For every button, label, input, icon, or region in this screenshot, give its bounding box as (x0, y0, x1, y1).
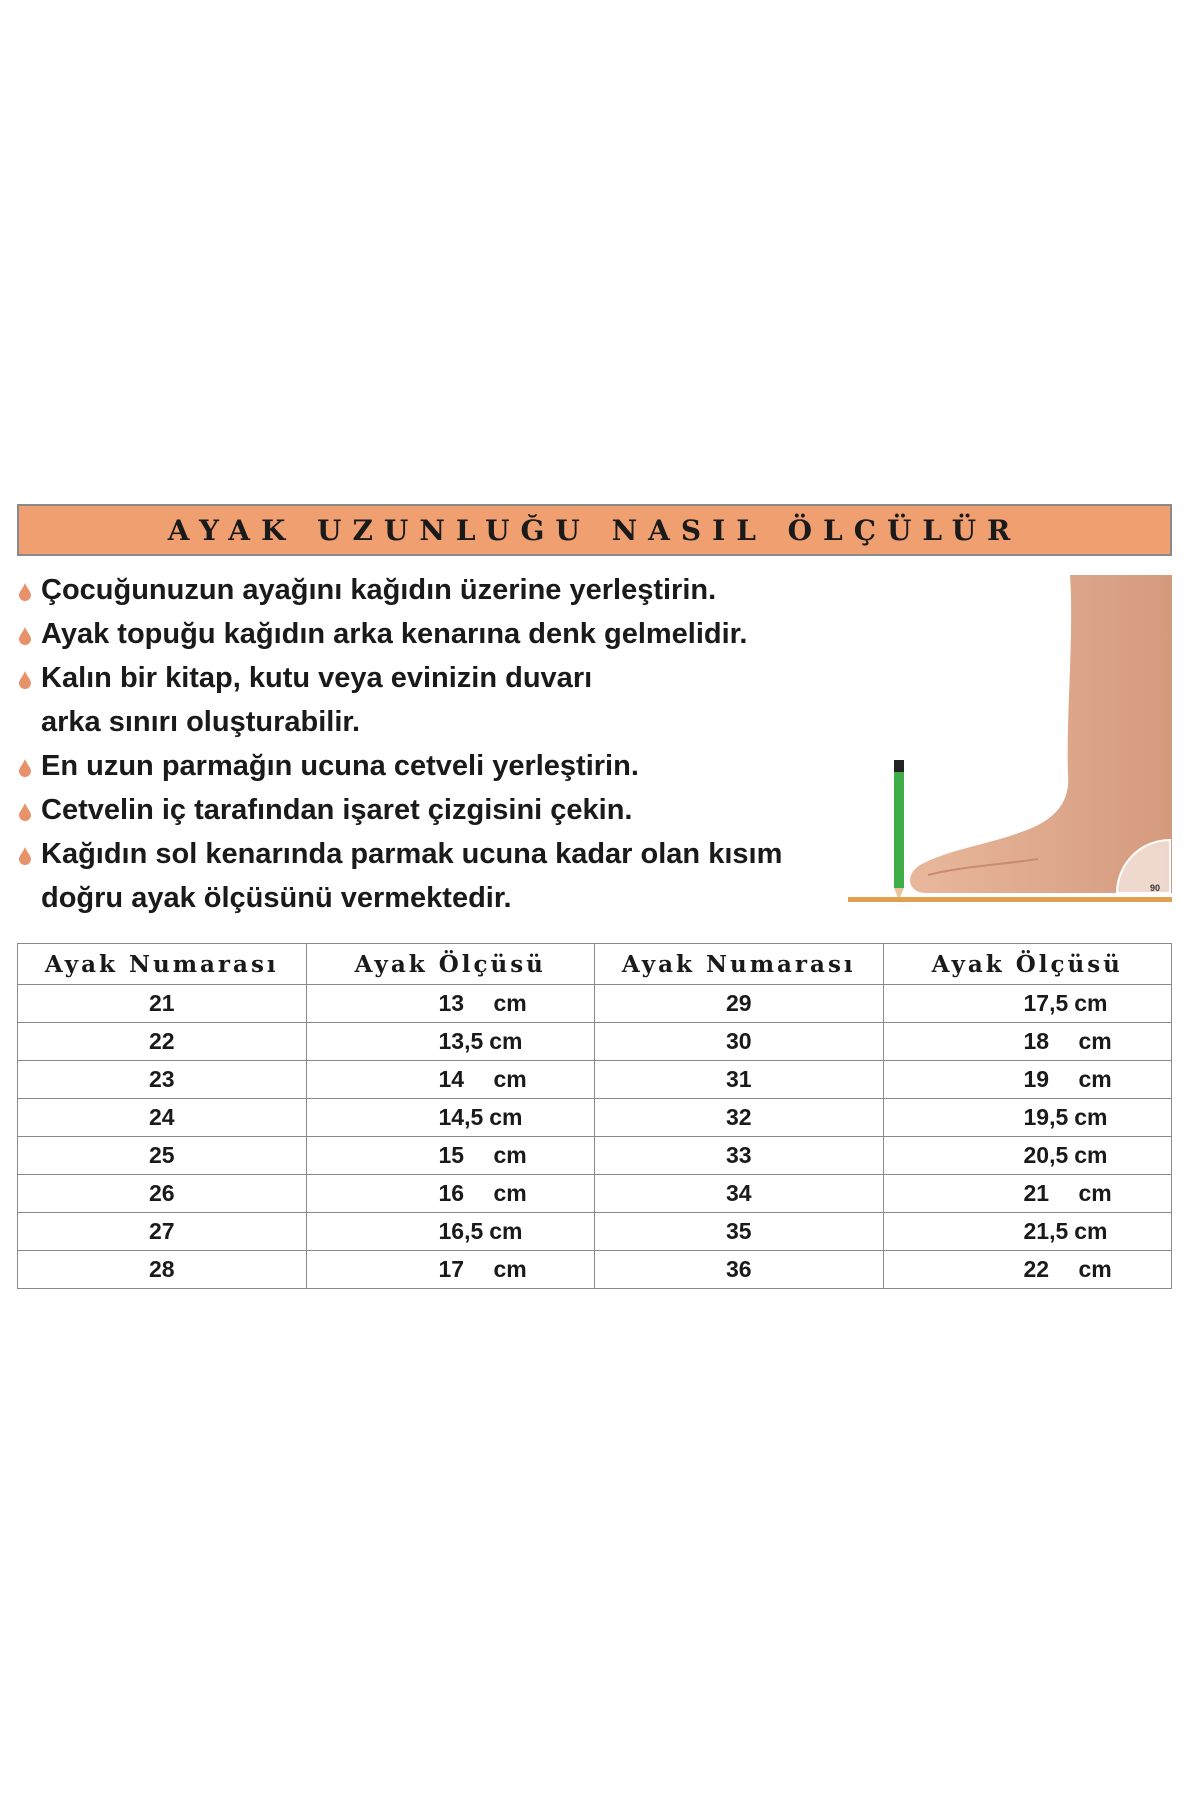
foot-length-cell (883, 1251, 1172, 1289)
foot-length-value: 13,5 (438, 1028, 484, 1054)
instruction-item (17, 656, 877, 700)
unit-label: cm (1078, 1066, 1112, 1092)
instruction-item (17, 612, 877, 656)
unit-label: cm (489, 1028, 523, 1054)
unit-label: cm (1074, 1142, 1108, 1168)
foot-length-cell (306, 1099, 595, 1137)
instruction-item (17, 700, 877, 744)
foot-length-value: 21 (1023, 1180, 1050, 1206)
foot-length-value: 15 (438, 1142, 465, 1168)
foot-length-cell (306, 1061, 595, 1099)
table-row (18, 1251, 1172, 1289)
unit-label: cm (1074, 990, 1108, 1016)
instruction-text: Kağıdın sol kenarında parmak ucuna kadar olan kısım (41, 838, 783, 870)
instruction-text: Çocuğunuzun ayağını kağıdın üzerine yerleştirin. (41, 574, 717, 606)
column-header: Ayak Numarası (595, 944, 884, 985)
table-row (18, 1099, 1172, 1137)
instruction-text: Kalın bir kitap, kutu veya evinizin duvarı (41, 662, 593, 694)
column-header: Ayak Ölçüsü (883, 944, 1172, 985)
foot-length-value: 19,5 (1023, 1104, 1069, 1130)
foot-length-value: 18 (1023, 1028, 1050, 1054)
pencil-icon (894, 760, 904, 900)
unit-label: cm (493, 990, 527, 1016)
instruction-text: doğru ayak ölçüsünü vermektedir. (41, 882, 512, 914)
shoe-size-cell: 21 (18, 985, 307, 1023)
shoe-size-cell: 22 (18, 1023, 307, 1061)
shoe-size-cell: 25 (18, 1137, 307, 1175)
drop-bullet-icon (18, 671, 32, 689)
foot-length-cell (883, 1137, 1172, 1175)
foot-length-cell (306, 1175, 595, 1213)
foot-length-cell (883, 1099, 1172, 1137)
shoe-size-cell: 33 (595, 1137, 884, 1175)
foot-length-value: 20,5 (1023, 1142, 1069, 1168)
shoe-size-cell: 26 (18, 1175, 307, 1213)
foot-length-value: 17 (438, 1256, 465, 1282)
shoe-size-cell: 34 (595, 1175, 884, 1213)
shoe-size-cell: 35 (595, 1213, 884, 1251)
instruction-text: arka sınırı oluşturabilir. (41, 706, 361, 738)
page-title-bar (17, 504, 1172, 556)
shoe-size-cell: 23 (18, 1061, 307, 1099)
size-chart-table (17, 943, 1172, 1289)
drop-bullet-icon (18, 759, 32, 777)
shoe-size-cell: 27 (18, 1213, 307, 1251)
unit-label: cm (493, 1142, 527, 1168)
unit-label: cm (493, 1066, 527, 1092)
column-header: Ayak Ölçüsü (306, 944, 595, 985)
table-row (18, 1213, 1172, 1251)
foot-length-cell (306, 1213, 595, 1251)
instruction-item (17, 832, 877, 876)
instruction-item (17, 744, 877, 788)
instruction-item (17, 788, 877, 832)
shoe-size-cell: 31 (595, 1061, 884, 1099)
table-row (18, 1137, 1172, 1175)
drop-bullet-icon (18, 847, 32, 865)
drop-bullet-icon (18, 583, 32, 601)
foot-length-cell (306, 985, 595, 1023)
foot-length-cell (306, 1137, 595, 1175)
instruction-text: En uzun parmağın ucuna cetveli yerleştirin. (41, 750, 639, 782)
shoe-size-cell: 28 (18, 1251, 307, 1289)
foot-length-value: 22 (1023, 1256, 1050, 1282)
foot-icon (910, 575, 1172, 893)
instruction-text: Ayak topuğu kağıdın arka kenarına denk gelmelidir. (41, 618, 748, 650)
table-row (18, 1061, 1172, 1099)
ruler-icon (848, 897, 1172, 902)
foot-length-cell (883, 1061, 1172, 1099)
unit-label: cm (493, 1180, 527, 1206)
shoe-size-cell: 36 (595, 1251, 884, 1289)
foot-length-value: 13 (438, 990, 465, 1016)
table-row (18, 1023, 1172, 1061)
shoe-size-cell: 32 (595, 1099, 884, 1137)
foot-length-value: 14 (438, 1066, 465, 1092)
unit-label: cm (1078, 1256, 1112, 1282)
shoe-size-cell: 24 (18, 1099, 307, 1137)
table-row (18, 1175, 1172, 1213)
foot-length-value: 16 (438, 1180, 465, 1206)
unit-label: cm (489, 1104, 523, 1130)
drop-bullet-icon (18, 627, 32, 645)
shoe-size-cell: 30 (595, 1023, 884, 1061)
table-row (18, 985, 1172, 1023)
foot-length-cell (883, 985, 1172, 1023)
foot-length-cell (883, 1023, 1172, 1061)
column-header: Ayak Numarası (18, 944, 307, 985)
foot-length-value: 19 (1023, 1066, 1050, 1092)
instruction-item (17, 568, 877, 612)
unit-label: cm (493, 1256, 527, 1282)
unit-label: cm (1078, 1180, 1112, 1206)
foot-measurement-illustration (848, 575, 1172, 920)
shoe-size-cell: 29 (595, 985, 884, 1023)
foot-length-value: 17,5 (1023, 990, 1069, 1016)
table-header-row (18, 944, 1172, 985)
unit-label: cm (1074, 1104, 1108, 1130)
page-title: AYAK UZUNLUĞU NASIL ÖLÇÜLÜR (167, 513, 1022, 547)
foot-length-value: 14,5 (438, 1104, 484, 1130)
unit-label: cm (1074, 1218, 1108, 1244)
unit-label: cm (489, 1218, 523, 1244)
instruction-list (17, 568, 877, 920)
unit-label: cm (1078, 1028, 1112, 1054)
foot-length-cell (306, 1251, 595, 1289)
instruction-item (17, 876, 877, 920)
instruction-text: Cetvelin iç tarafından işaret çizgisini çekin. (41, 794, 633, 826)
angle-label: 90 (1150, 883, 1161, 893)
drop-bullet-icon (18, 803, 32, 821)
foot-length-value: 16,5 (438, 1218, 484, 1244)
foot-length-value: 21,5 (1023, 1218, 1069, 1244)
foot-length-cell (883, 1175, 1172, 1213)
foot-length-cell (883, 1213, 1172, 1251)
foot-length-cell (306, 1023, 595, 1061)
